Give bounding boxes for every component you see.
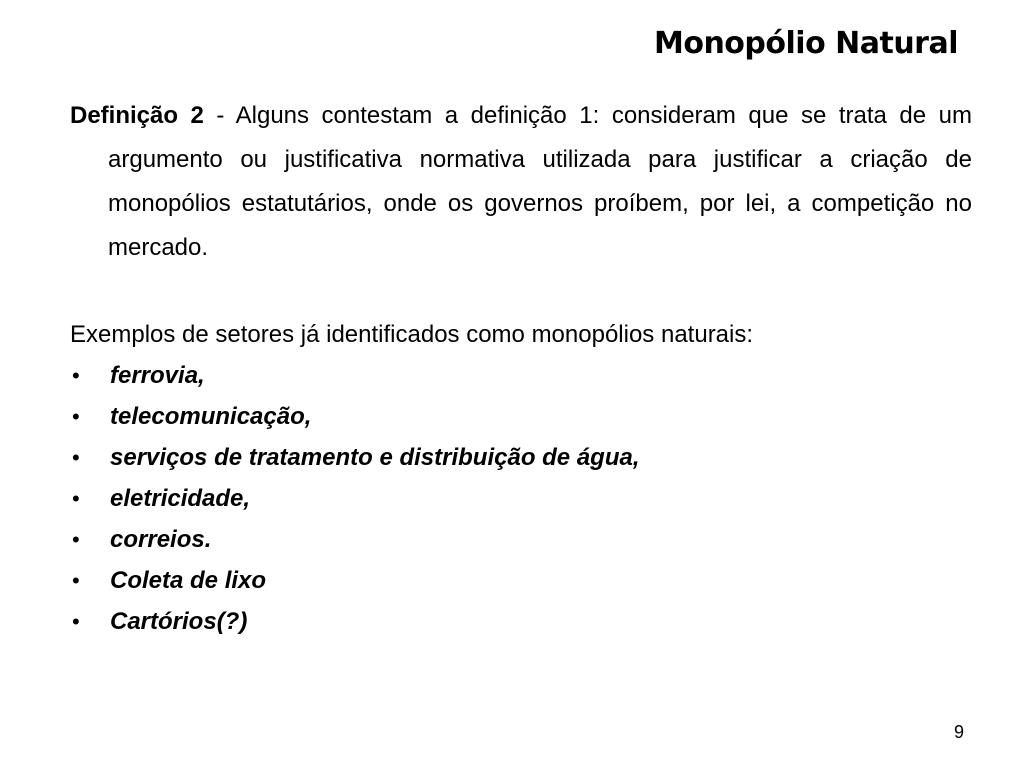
- bullet-icon: •: [72, 568, 80, 593]
- bullet-icon: •: [72, 609, 80, 634]
- examples-intro: Exemplos de setores já identificados como monopólios naturais:: [70, 321, 754, 348]
- list-item-text: ferrovia,: [110, 362, 205, 389]
- list-item-text: Coleta de lixo: [110, 567, 267, 594]
- definition-term: Definição 2: [70, 102, 204, 129]
- bullet-icon: •: [72, 445, 80, 470]
- definition-text: - Alguns contestam a definição 1: consideram que se trata de um argumento ou justificativa normativa utilizada para justificar a criação de monopólios estatutários, onde os governos proíbem, por lei, a competição no mercado.: [108, 102, 972, 261]
- slide-title: Monopólio Natural: [653, 26, 958, 61]
- list-item-text: serviços de tratamento e distribuição de água,: [110, 444, 640, 471]
- bullet-icon: •: [72, 404, 80, 429]
- list-item-text: eletricidade,: [110, 485, 251, 512]
- bullet-icon: •: [72, 527, 80, 552]
- definition-paragraph: [70, 94, 972, 270]
- bullet-icon: •: [72, 363, 80, 388]
- bullet-icon: •: [72, 486, 80, 511]
- list-item-text: telecomunicação,: [110, 403, 312, 430]
- list-item-text: Cartórios(?): [110, 608, 248, 635]
- page-number: 9: [953, 722, 964, 742]
- list-item-text: correios.: [110, 526, 212, 553]
